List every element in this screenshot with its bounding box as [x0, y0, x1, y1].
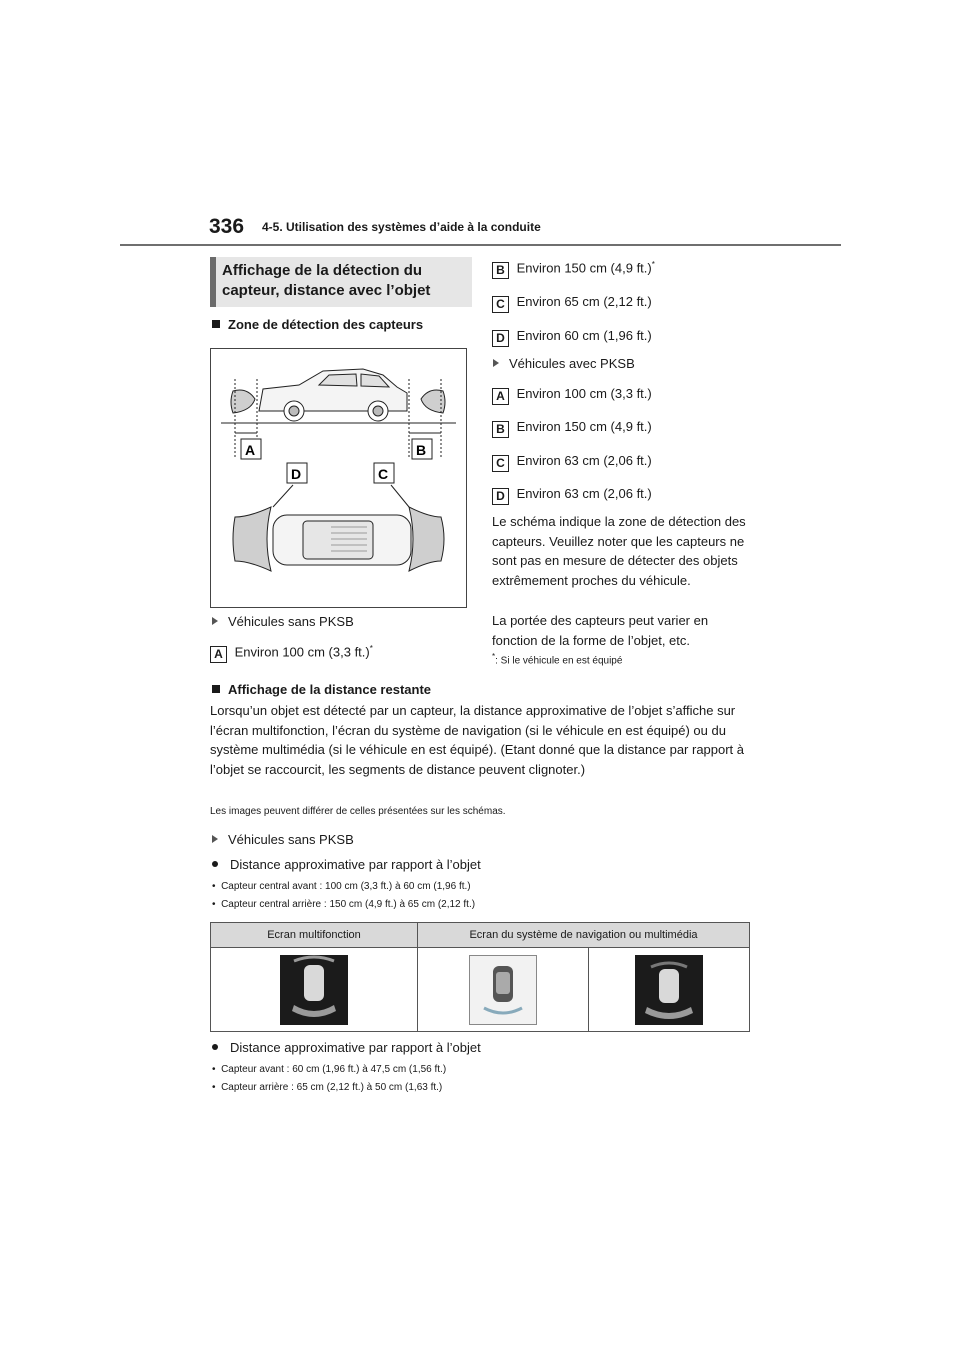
pksb-item-c [492, 453, 652, 472]
navigation-screen-cell-2 [589, 948, 750, 1032]
triangle-bullet-icon [493, 359, 499, 367]
header-rule [120, 244, 841, 246]
pksb-item-b-text: Environ 150 cm (4,9 ft.) [516, 419, 652, 434]
sensor-zone-figure [210, 348, 467, 608]
distance-without-pksb-text: Véhicules sans PKSB [228, 832, 354, 847]
page-number: 336 [209, 215, 245, 238]
pksb-item-a-text: Environ 100 cm (3,3 ft.) [516, 386, 652, 401]
pksb-item-d [492, 486, 652, 505]
without-pksb-label [212, 614, 354, 629]
zone-item-c [492, 294, 652, 313]
zone-item-b-text: Environ 150 cm (4,9 ft.) [516, 260, 652, 276]
distance-heading [212, 682, 431, 697]
zone-item-c-text: Environ 65 cm (2,12 ft.) [516, 294, 652, 309]
zone-item-a-text: Environ 100 cm (3,3 ft.) [234, 644, 370, 660]
zone-heading-text: Zone de détection des capteurs [228, 317, 424, 332]
distance-without-pksb [212, 832, 354, 847]
approx-distance-1 [212, 857, 481, 872]
chapter-title: 4-5. Utilisation des systèmes d’aide à la conduite [262, 220, 541, 234]
pksb-item-c-text: Environ 63 cm (2,06 ft.) [516, 453, 652, 468]
footnote-marker: * [651, 260, 655, 269]
display-table [210, 922, 750, 1032]
sensor-zone-diagram [211, 349, 466, 607]
section-title: Affichage de la détection du capteur, distance avec l’objet [222, 262, 431, 299]
zone-heading [212, 317, 423, 332]
sub-item-2: • Capteur central arrière : 150 cm (4,9 ft.) à 65 cm (2,12 ft.) [212, 899, 476, 910]
dot-bullet-icon [212, 861, 218, 867]
approx-distance-2-text: Distance approximative par rapport à l’objet [230, 1040, 481, 1055]
navigation-screen-image-2 [635, 955, 703, 1025]
approx-distance-2 [212, 1040, 481, 1055]
navigation-screen-image-1 [469, 955, 537, 1025]
zone-note-1: Le schéma indique la zone de détection des capteurs. Veuillez noter que les capteurs ne sont pas en mesure de détecter des objets extrêmement proches du véhicule. [492, 514, 746, 588]
with-pksb-text: Véhicules avec PKSB [509, 356, 635, 371]
table-header-multifunction: Ecran multifonction [211, 923, 418, 948]
sub-item-3-text: Capteur avant : 60 cm (1,96 ft.) à 47,5 cm (1,56 ft.) [221, 1064, 447, 1075]
square-bullet-icon [212, 685, 220, 693]
car-top-view-icon [635, 955, 703, 1025]
navigation-screen-cell-1 [418, 948, 589, 1032]
distance-paragraph: Lorsqu’un objet est détecté par un capteur, la distance approximative de l’objet s’affiche sur l’écran multifonction, l’écran du système de navigation (si le véhicule en est équipé) ou du système multimédia (si le véhicule en est équipé). (Etant donné que la distance par rapport à l’objet se raccourcit, les segments de distance peuvent clignoter.) [210, 703, 745, 777]
key-d: D [492, 330, 509, 347]
footnote-mark: * [492, 652, 496, 661]
key-a: A [492, 388, 509, 405]
key-d: D [492, 488, 509, 505]
with-pksb-label [493, 356, 635, 371]
sub-item-3: • Capteur avant : 60 cm (1,96 ft.) à 47,5 cm (1,56 ft.) [212, 1064, 447, 1075]
car-top-view-icon [470, 956, 536, 1024]
pksb-item-b [492, 419, 652, 438]
multifunction-screen-image [280, 955, 348, 1025]
figure-label-b: B [416, 442, 427, 458]
key-a: A [210, 646, 227, 663]
sub-item-1: • Capteur central avant : 100 cm (3,3 ft.) à 60 cm (1,96 ft.) [212, 881, 471, 892]
zone-item-d [492, 328, 652, 347]
table-header-navigation: Ecran du système de navigation ou multimédia [418, 923, 750, 948]
key-b: B [492, 262, 509, 279]
images-note: Les images peuvent différer de celles présentées sur les schémas. [210, 806, 506, 817]
triangle-bullet-icon [212, 617, 218, 625]
sub-item-4: • Capteur arrière : 65 cm (2,12 ft.) à 50 cm (1,63 ft.) [212, 1082, 443, 1093]
zone-item-b [492, 260, 655, 279]
without-pksb-text: Véhicules sans PKSB [228, 614, 354, 629]
approx-distance-1-text: Distance approximative par rapport à l’objet [230, 857, 481, 872]
sub-item-2-text: Capteur central arrière : 150 cm (4,9 ft.) à 65 cm (2,12 ft.) [221, 899, 476, 910]
zone-item-d-text: Environ 60 cm (1,96 ft.) [516, 328, 652, 343]
distance-heading-text: Affichage de la distance restante [228, 682, 432, 697]
key-b: B [492, 421, 509, 438]
sub-item-1-text: Capteur central avant : 100 cm (3,3 ft.) à 60 cm (1,96 ft.) [221, 881, 471, 892]
multifunction-screen-cell [211, 948, 418, 1032]
pksb-item-a [492, 386, 652, 405]
zone-note-2: La portée des capteurs peut varier en fonction de la forme de l’objet, etc. [492, 613, 709, 648]
figure-label-a: A [245, 442, 256, 458]
sub-item-4-text: Capteur arrière : 65 cm (2,12 ft.) à 50 cm (1,63 ft.) [221, 1082, 443, 1093]
pksb-item-d-text: Environ 63 cm (2,06 ft.) [516, 486, 652, 501]
footnote-marker: * [369, 644, 373, 653]
triangle-bullet-icon [212, 835, 218, 843]
footnote [492, 652, 622, 666]
figure-label-c: C [378, 466, 389, 482]
key-c: C [492, 296, 509, 313]
dot-bullet-icon [212, 1044, 218, 1050]
footnote-text: : Si le véhicule en est équipé [495, 655, 623, 667]
figure-label-d: D [291, 466, 302, 482]
key-c: C [492, 455, 509, 472]
square-bullet-icon [212, 320, 220, 328]
zone-item-a [210, 644, 373, 663]
car-top-view-icon [280, 955, 348, 1025]
